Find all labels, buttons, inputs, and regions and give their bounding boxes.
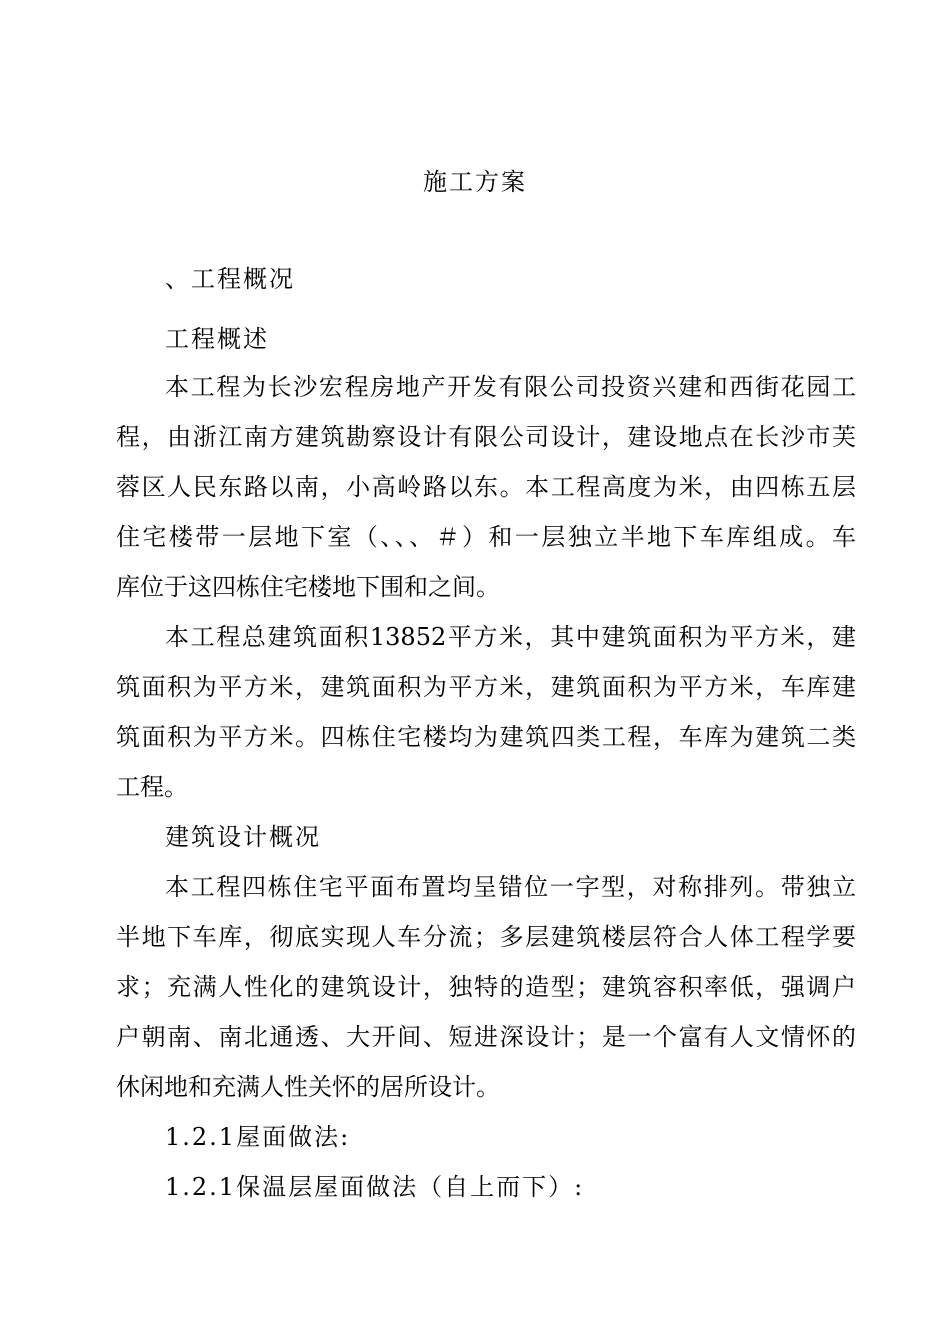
paragraph-line: 休闲地和充满人性关怀的居所设计。: [116, 1073, 500, 1101]
paragraph-line: 工程。: [116, 773, 188, 801]
paragraph-line: 本工程四栋住宅平面布置均呈错位一字型，对称排列。带独立: [165, 873, 856, 901]
paragraph-line: 半地下车库，彻底实现人车分流；多层建筑楼层符合人体工程学要: [116, 923, 856, 951]
document-title: 施工方案: [423, 168, 527, 196]
list-item-roof-method: 1.2.1屋面做法:: [165, 1123, 351, 1151]
sub-heading-design: 建筑设计概况: [165, 823, 321, 851]
paragraph-line: 户朝南、南北通透、大开间、短进深设计；是一个富有人文情怀的: [116, 1023, 856, 1051]
paragraph-line: 本工程为长沙宏程房地产开发有限公司投资兴建和西街花园工: [165, 373, 856, 401]
paragraph-line: 住宅楼带一层地下室（、、、＃）和一层独立半地下车库组成。车: [116, 523, 856, 551]
list-item-insulation-roof: 1.2.1保温层屋面做法（自上而下）:: [165, 1173, 585, 1201]
paragraph-line: 本工程总建筑面积13852平方米，其中建筑面积为平方米，建: [165, 623, 856, 651]
paragraph-line: 库位于这四栋住宅楼地下围和之间。: [116, 573, 500, 601]
paragraph-line: 求；充满人性化的建筑设计，独特的造型；建筑容积率低，强调户: [116, 973, 856, 1001]
paragraph-line: 蓉区人民东路以南，小高岭路以东。本工程高度为米，由四栋五层: [116, 473, 856, 501]
sub-heading-overview: 工程概述: [165, 325, 269, 353]
paragraph-line: 筑面积为平方米，建筑面积为平方米，建筑面积为平方米，车库建: [116, 673, 856, 701]
section-heading: 、工程概况: [165, 265, 295, 293]
paragraph-line: 程，由浙江南方建筑勘察设计有限公司设计，建设地点在长沙市芙: [116, 423, 856, 451]
paragraph-line: 筑面积为平方米。四栋住宅楼均为建筑四类工程，车库为建筑二类: [116, 723, 856, 751]
